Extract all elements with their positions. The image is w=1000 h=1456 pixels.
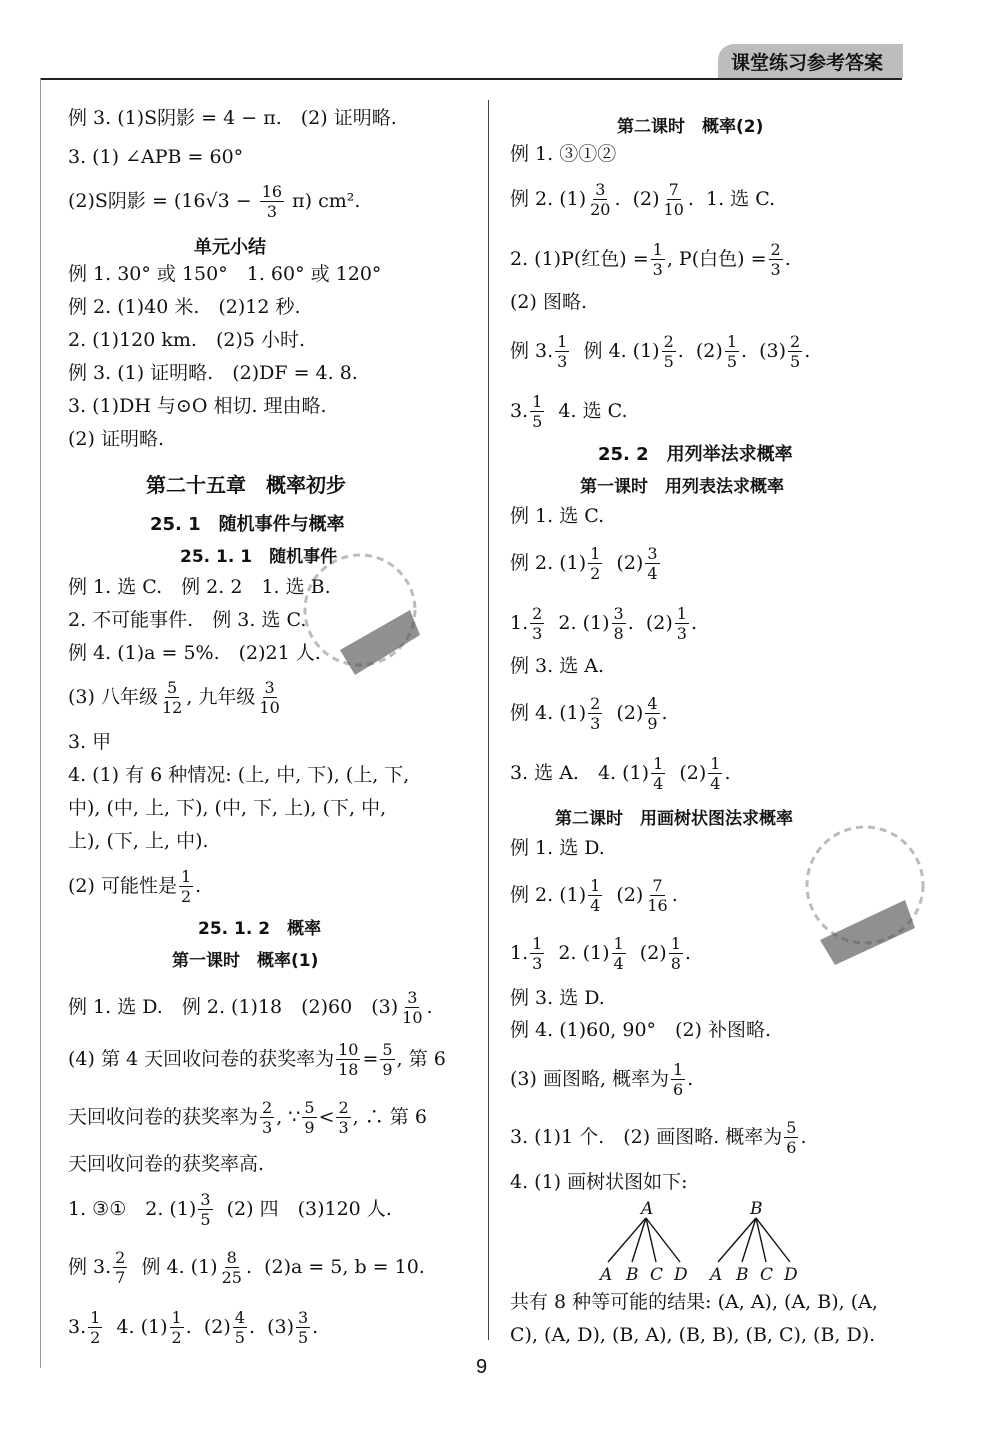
denominator: 3: [770, 260, 781, 279]
denominator: 4: [710, 774, 721, 793]
denominator: 4: [653, 774, 664, 793]
answer-line: 3. (1) ∠APB = 60°: [68, 146, 244, 168]
fraction: [88, 1310, 102, 1346]
denominator: 5: [234, 1328, 245, 1347]
numerator: 1: [670, 934, 681, 953]
tree-leaf: B: [626, 1265, 639, 1285]
answer-line: 例 3. 选 A.: [510, 655, 605, 677]
text: (2): [695, 340, 723, 362]
text: 例 4. (1): [510, 702, 587, 724]
tree-root-a: A: [641, 1199, 654, 1219]
numerator: 1: [676, 604, 687, 623]
numerator: 1: [532, 934, 543, 953]
text: 1.: [510, 942, 529, 964]
answer-line: 4. (1) 画树状图如下:: [510, 1171, 688, 1193]
denominator: 3: [557, 352, 568, 371]
fraction: [588, 546, 602, 582]
answer-line: 例 3. (1)S阴影 = 4 − π. (2) 证明略.: [68, 107, 397, 129]
text: (2): [645, 612, 673, 634]
numerator: 3: [407, 988, 418, 1007]
header-rule: [40, 78, 902, 80]
answer-line: 例 4. (1) $\frac{2}{3}$ (2) $\frac{4}{9}$ .: [510, 694, 668, 733]
denominator: 3: [532, 954, 543, 973]
answer-line: 例 2. (1)40 米. (2)12 秒.: [68, 296, 301, 318]
numerator: 3: [647, 544, 658, 563]
answer-line: (2) 证明略.: [68, 428, 164, 450]
numerator: 4: [234, 1308, 245, 1327]
denominator: 4: [590, 896, 601, 915]
fraction: [220, 1250, 244, 1286]
fraction: [233, 1310, 247, 1346]
fraction: [645, 878, 669, 914]
denominator: 6: [786, 1138, 797, 1157]
text: <: [318, 1106, 335, 1128]
tree-leaf: D: [674, 1265, 688, 1285]
numerator: 5: [786, 1118, 797, 1137]
denominator: 5: [297, 1328, 309, 1347]
fraction: [198, 1192, 212, 1228]
text: 1.: [510, 612, 529, 634]
answer-line: 3. 选 A. 4. (1) $\frac{1}{4}$ (2) $\frac{1}{4}$ .: [510, 754, 731, 793]
answer-line: 3. (1)DH 与⊙O 相切. 理由略.: [68, 395, 327, 417]
answer-line: 3. $\frac{1}{2}$ 4. (1) $\frac{1}{2}$ . (2) $\frac{4}{5}$ . (3) $\frac{3}{5}$ .: [68, 1308, 319, 1347]
answer-line: 2. (1)P(红色) = $\frac{1}{3}$ , P(白色) = $\frac{2}{3}$ .: [510, 240, 791, 279]
text: 例 2. (1): [510, 884, 587, 906]
text: π) cm².: [292, 190, 361, 212]
tree-leaf: D: [784, 1265, 798, 1285]
denominator: 8: [670, 954, 681, 973]
fraction: [769, 242, 783, 278]
text: (4) 第 4 天回收问卷的获奖率为: [68, 1048, 335, 1070]
fraction: [179, 869, 193, 905]
answer-line: 例 3. $\frac{1}{3}$ 例 4. (1) $\frac{2}{5}$ . (2) $\frac{1}{5}$ . (3) $\frac{2}{5}$ .: [510, 332, 811, 371]
text: , ∴ 第 6: [352, 1106, 427, 1128]
numerator: 3: [264, 678, 275, 697]
numerator: 5: [382, 1040, 393, 1059]
numerator: 3: [297, 1308, 309, 1327]
fraction: [302, 1100, 316, 1136]
numerator: 3: [613, 604, 624, 623]
fraction: [530, 936, 544, 972]
text: (2)a = 5, b = 10.: [264, 1256, 425, 1278]
lesson-title: 第二课时 概率(2): [617, 117, 764, 137]
tree-leaf: A: [710, 1265, 723, 1285]
text: 3. (1)1 个. (2) 画图略. 概率为: [510, 1126, 783, 1148]
tree-diagram: [590, 1196, 810, 1286]
numerator: 1: [90, 1308, 101, 1327]
fraction: [675, 606, 689, 642]
fraction: [260, 184, 284, 220]
denominator: 3: [262, 1118, 273, 1137]
denominator: 6: [673, 1080, 684, 1099]
text: 例 2. (1): [510, 188, 587, 210]
answer-line: 例 3. $\frac{2}{7}$ 例 4. (1) $\frac{8}{25}$ . (2)a = 5, b = 10.: [68, 1248, 425, 1287]
text: 例 2. (1): [510, 552, 587, 574]
answer-line: [68, 184, 360, 220]
denominator: 5: [790, 352, 801, 371]
text: (3) 八年级: [68, 686, 158, 708]
fraction: [671, 1062, 685, 1098]
fraction: [257, 680, 281, 716]
tree-root-b: B: [750, 1199, 763, 1219]
denominator: 10: [259, 698, 280, 717]
denominator: 2: [590, 564, 601, 583]
numerator: 3: [200, 1190, 211, 1209]
answer-line: C), (A, D), (B, A), (B, B), (B, C), (B, D).: [510, 1324, 876, 1346]
answer-line: 例 2. (1) $\frac{3}{20}$ . (2) $\frac{7}{10}$ . 1. 选 C.: [510, 180, 776, 219]
numerator: 3: [595, 180, 606, 199]
fraction: [160, 680, 184, 716]
numerator: 1: [652, 240, 663, 259]
numerator: 10: [338, 1040, 359, 1059]
denominator: 3: [266, 202, 277, 221]
column-divider: [488, 100, 489, 1340]
denominator: 20: [590, 200, 611, 219]
tree-leaf: C: [760, 1265, 774, 1285]
denominator: 2: [171, 1328, 182, 1347]
denominator: 3: [652, 260, 663, 279]
text: 天回收问卷的获奖率为: [68, 1106, 259, 1128]
text: =: [362, 1048, 379, 1070]
answer-line: 例 1. 选 D. 例 2. (1)18 (2)60 (3) $\frac{3}{10}$ .: [68, 988, 433, 1027]
text: 例 3.: [68, 1256, 112, 1278]
numerator: 2: [532, 604, 543, 623]
text: (2) 可能性是: [68, 875, 177, 897]
answer-line: 例 1. 选 C.: [510, 505, 605, 527]
denominator: 10: [402, 1008, 423, 1027]
fraction: [400, 990, 424, 1026]
fraction: [260, 1100, 274, 1136]
numerator: 2: [790, 332, 801, 351]
denominator: 12: [161, 698, 183, 717]
numerator: 2: [663, 332, 674, 351]
fraction: [725, 334, 739, 370]
fraction: [784, 1120, 798, 1156]
lesson-title: 第二课时 用画树状图法求概率: [555, 809, 793, 829]
numerator: 7: [652, 876, 663, 895]
text: 例 4. (1): [583, 340, 660, 362]
denominator: 7: [115, 1268, 126, 1287]
fraction: [555, 334, 569, 370]
fraction: [645, 546, 659, 582]
tree-leaf: C: [650, 1265, 664, 1285]
tree-leaf: A: [600, 1265, 613, 1285]
text: (2): [616, 552, 644, 574]
answer-line: 2. (1)120 km. (2)5 小时.: [68, 329, 306, 351]
section-title: 单元小结: [194, 237, 266, 258]
answer-line: 例 3. 选 D.: [510, 987, 605, 1009]
text: (2): [679, 762, 707, 784]
section-title: 25. 2 用列举法求概率: [598, 444, 793, 465]
numerator: 7: [668, 180, 679, 199]
fraction: [612, 936, 626, 972]
answer-line: 1. $\frac{2}{3}$ 2. (1) $\frac{3}{8}$ . (2) $\frac{1}{3}$ .: [510, 604, 697, 643]
answer-line: 例 1. ③①②: [510, 143, 617, 165]
fraction: [588, 182, 612, 218]
numerator: 1: [613, 934, 624, 953]
numerator: 1: [710, 754, 721, 773]
fraction: [588, 696, 602, 732]
fraction: [662, 182, 686, 218]
denominator: 5: [726, 352, 737, 371]
denominator: 5: [532, 412, 543, 431]
numerator: 5: [304, 1098, 315, 1117]
numerator: 5: [167, 678, 178, 697]
denominator: 18: [338, 1060, 359, 1079]
denominator: 9: [647, 714, 658, 733]
answer-line: [68, 680, 284, 716]
text: 例 1. 选 D. 例 2. (1)18 (2)60 (3): [68, 996, 399, 1018]
answer-line: (3) 画图略, 概率为 $\frac{1}{6}$ .: [510, 1060, 694, 1099]
denominator: 2: [180, 887, 192, 906]
numerator: 2: [338, 1098, 349, 1117]
answer-line: 2. 不可能事件. 例 3. 选 C.: [68, 609, 307, 631]
fraction: [296, 1310, 310, 1346]
denominator: 8: [613, 624, 624, 643]
text: (3): [759, 340, 787, 362]
text: 3.: [68, 1316, 87, 1338]
numerator: 1: [557, 332, 568, 351]
numerator: 2: [262, 1098, 273, 1117]
section-title: 25. 1 随机事件与概率: [150, 514, 345, 535]
denominator: 3: [532, 624, 543, 643]
text: 2. (1): [558, 942, 610, 964]
answer-line: 例 1. 选 C. 例 2. 2 1. 选 B.: [68, 576, 331, 598]
text: 例 4. (1): [141, 1256, 218, 1278]
header-title: 课堂练习参考答案: [731, 52, 884, 74]
fraction: [788, 334, 802, 370]
answer-line: [68, 1192, 392, 1228]
answer-line: 例 1. 选 D.: [510, 837, 605, 859]
denominator: 16: [647, 896, 668, 915]
text: (2): [616, 702, 644, 724]
text: (2)S阴影 = (16√3 −: [68, 190, 252, 212]
fraction: [651, 756, 665, 792]
numerator: 2: [590, 694, 601, 713]
watermark-stamp-right: [800, 810, 930, 970]
answer-line: [510, 546, 662, 582]
answer-line: 例 1. 30° 或 150° 1. 60° 或 120°: [68, 263, 382, 285]
fraction: [651, 242, 665, 278]
text: , 第 6: [396, 1048, 446, 1070]
text: , P(白色) =: [666, 248, 767, 270]
text: (2) 四 (3)120 人.: [226, 1198, 392, 1220]
page-number: 9: [476, 1356, 488, 1378]
tree-leaf: B: [736, 1265, 749, 1285]
numerator: 1: [180, 867, 192, 886]
answer-line: 例 4. (1)a = 5%. (2)21 人.: [68, 642, 321, 664]
denominator: 10: [663, 200, 684, 219]
denominator: 4: [613, 954, 624, 973]
fraction: [336, 1100, 350, 1136]
denominator: 25: [221, 1268, 242, 1287]
fraction: [708, 756, 722, 792]
text: (3): [267, 1316, 294, 1338]
text: (3) 画图略, 概率为: [510, 1068, 670, 1090]
fraction: [662, 334, 676, 370]
answer-line: [68, 1042, 446, 1078]
answer-line: [68, 1100, 427, 1136]
numerator: 1: [171, 1308, 182, 1327]
text: 1. 选 C.: [706, 188, 776, 210]
answer-line: 中), (中, 上, 下), (中, 下, 上), (下, 中,: [68, 797, 387, 819]
numerator: 1: [653, 754, 664, 773]
text: 3. 选 A. 4. (1): [510, 762, 650, 784]
lesson-title: 第一课时 用列表法求概率: [580, 477, 784, 497]
text: (2): [639, 942, 667, 964]
text: (2): [616, 884, 644, 906]
subsection-title: 25. 1. 1 随机事件: [180, 547, 338, 567]
fraction: [530, 606, 544, 642]
denominator: 4: [647, 564, 658, 583]
answer-line: 3. 甲: [68, 731, 112, 753]
answer-line: 天回收问卷的获奖率高.: [68, 1153, 265, 1175]
denominator: 5: [200, 1210, 211, 1229]
denominator: 5: [663, 352, 674, 371]
answer-line: 例 3. (1) 证明略. (2)DF = 4. 8.: [68, 362, 358, 384]
answer-line: 上), (下, 上, 中).: [68, 830, 209, 852]
answer-line: 4. (1) 有 6 种情况: (上, 中, 下), (上, 下,: [68, 764, 410, 786]
text: 2. (1)P(红色) =: [510, 248, 649, 270]
fraction: [588, 878, 602, 914]
numerator: 2: [770, 240, 781, 259]
text: (2): [203, 1316, 231, 1338]
answer-line: (2) 图略.: [510, 291, 587, 313]
numerator: 8: [226, 1248, 237, 1267]
fraction: [612, 606, 626, 642]
text: 4. (1): [116, 1316, 168, 1338]
lesson-title: 第一课时 概率(1): [172, 951, 319, 971]
fraction: [530, 394, 544, 430]
denominator: 9: [382, 1060, 393, 1079]
numerator: 1: [590, 876, 601, 895]
text: , 九年级: [186, 686, 256, 708]
numerator: 1: [673, 1060, 684, 1079]
text: 1. ③① 2. (1): [68, 1198, 197, 1220]
chapter-title: 第二十五章 概率初步: [146, 473, 346, 497]
numerator: 1: [590, 544, 601, 563]
fraction: [645, 696, 659, 732]
text: 4. 选 C.: [558, 400, 628, 422]
answer-line: 1. $\frac{1}{3}$ 2. (1) $\frac{1}{4}$ (2) $\frac{1}{8}$ .: [510, 934, 691, 973]
answer-line: 3. (1)1 个. (2) 画图略. 概率为 $\frac{5}{6}$ .: [510, 1118, 807, 1157]
numerator: 16: [261, 182, 283, 201]
answer-line: 例 4. (1)60, 90° (2) 补图略.: [510, 1019, 772, 1041]
text: , ∵: [276, 1106, 301, 1128]
fraction: [669, 936, 683, 972]
answer-line: (2) 可能性是 $\frac{1}{2}$ .: [68, 867, 202, 906]
numerator: 1: [726, 332, 737, 351]
fraction: [336, 1042, 360, 1078]
numerator: 4: [647, 694, 658, 713]
text: (2): [632, 188, 660, 210]
numerator: 2: [115, 1248, 126, 1267]
text: 例 3.: [510, 340, 554, 362]
answer-line: [510, 394, 628, 430]
denominator: 9: [304, 1118, 315, 1137]
denominator: 2: [90, 1328, 101, 1347]
denominator: 3: [338, 1118, 349, 1137]
left-margin-rule: [40, 78, 41, 1368]
answer-line: 共有 8 种等可能的结果: (A, A), (A, B), (A,: [510, 1291, 878, 1313]
numerator: 1: [532, 392, 543, 411]
answer-line: 例 2. (1) $\frac{1}{4}$ (2) $\frac{7}{16}$ .: [510, 876, 678, 915]
text: 3.: [510, 400, 529, 422]
denominator: 3: [676, 624, 687, 643]
fraction: [170, 1310, 184, 1346]
fraction: [380, 1042, 394, 1078]
subsection-title: 25. 1. 2 概率: [198, 919, 322, 939]
text: 2. (1): [558, 612, 610, 634]
denominator: 3: [590, 714, 601, 733]
fraction: [113, 1250, 127, 1286]
